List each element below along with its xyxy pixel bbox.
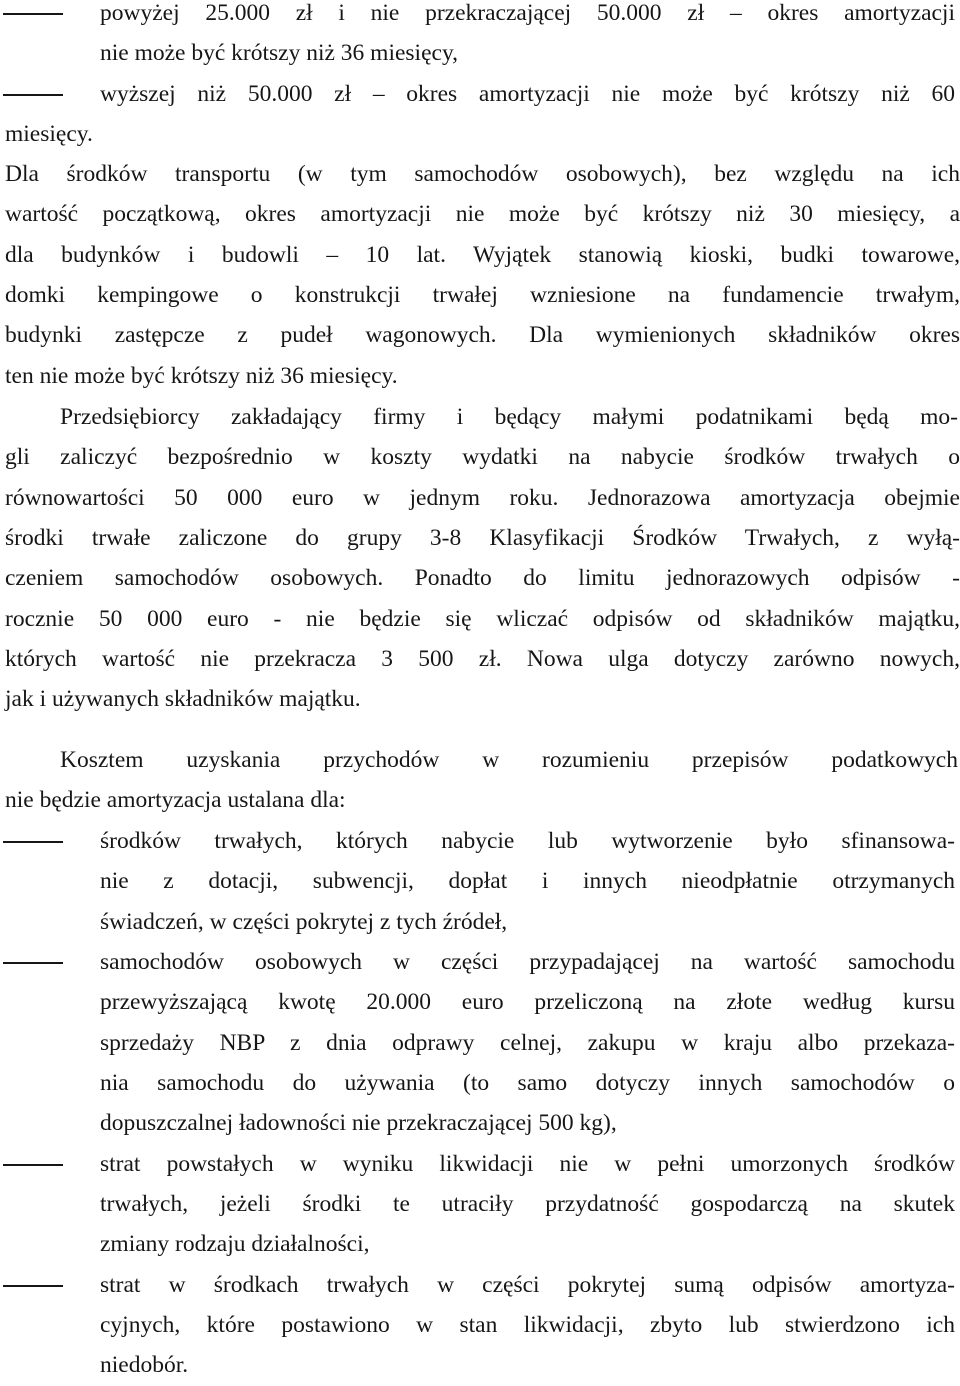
text-line: środki trwałe zaliczone do grupy 3-8 Klasyfikacji Środków Trwałych, z wyłą- xyxy=(5,525,960,552)
dash-bullet-icon xyxy=(3,1285,63,1287)
text-line: dopuszczalnej ładowności nie przekraczającej 500 kg), xyxy=(100,1110,617,1137)
dash-bullet-icon xyxy=(3,1164,63,1166)
text-line: Dla środków transportu (w tym samochodów osobowych), bez względu na ich xyxy=(5,161,960,187)
list-item xyxy=(0,1265,960,1386)
text-line: przewyższającą kwotę 20.000 euro przeliczoną na złote według kursu xyxy=(100,989,955,1016)
dash-bullet-icon xyxy=(3,841,63,843)
text-line: jak i używanych składników majątku. xyxy=(5,686,361,713)
dash-bullet-icon xyxy=(3,962,63,964)
text-line: strat powstałych w wyniku likwidacji nie w pełni umorzonych środków xyxy=(100,1150,955,1177)
dash-bullet-icon xyxy=(3,94,63,96)
text-line: samochodów osobowych w części przypadającej na wartość samochodu xyxy=(100,949,955,976)
text-line: nie z dotacji, subwencji, dopłat i innych nieodpłatnie otrzymanych xyxy=(100,868,955,895)
text-line: trwałych, jeżeli środki te utraciły przydatność gospodarczą na skutek xyxy=(100,1191,955,1218)
text-line: niedobór. xyxy=(100,1352,189,1379)
text-line: nia samochodu do używania (to samo dotyczy innych samochodów o xyxy=(100,1070,955,1097)
text-line: Przedsiębiorcy zakładający firmy i będący małymi podatnikami będą mo- xyxy=(60,404,958,430)
text-line: nie będzie amortyzacja ustalana dla: xyxy=(5,787,346,814)
text-line: czeniem samochodów osobowych. Ponadto do limitu jednorazowych odpisów - xyxy=(5,565,960,592)
text-line: strat w środkach trwałych w części pokrytej sumą odpisów amortyza- xyxy=(100,1271,955,1298)
text-line: równowartości 50 000 euro w jednym roku. Jednorazowa amortyzacja obejmie xyxy=(5,484,960,511)
text-line: rocznie 50 000 euro - nie będzie się wliczać odpisów od składników majątku, xyxy=(5,605,960,632)
top-bullet-list xyxy=(0,0,960,154)
text-line: gli zaliczyć bezpośrednio w koszty wydatki na nabycie środków trwałych o xyxy=(5,444,960,471)
text-line: powyżej 25.000 zł i nie przekraczającej 50.000 zł – okres amortyzacji xyxy=(100,0,955,26)
paragraph-transport xyxy=(0,154,960,396)
text-line: wartość początkową, okres amortyzacji nie może być krótszy niż 30 miesięcy, a xyxy=(5,201,960,228)
text-line: Kosztem uzyskania przychodów w rozumieniu przepisów podatkowych xyxy=(60,747,958,773)
paragraph-entrepreneurs xyxy=(0,397,960,720)
text-line: miesięcy. xyxy=(5,121,93,148)
list-item xyxy=(0,942,960,1144)
list-item xyxy=(0,821,960,942)
list-item xyxy=(0,74,960,155)
list-item xyxy=(0,0,960,74)
text-line: sprzedaży NBP z dnia odprawy celnej, zakupu w kraju albo przekaza- xyxy=(100,1029,955,1056)
text-line: wyższej niż 50.000 zł – okres amortyzacji nie może być krótszy niż 60 xyxy=(100,80,955,107)
bottom-bullet-list xyxy=(0,821,960,1386)
text-line: świadczeń, w części pokrytej z tych źródeł, xyxy=(100,908,508,935)
text-line: nie może być krótszy niż 36 miesięcy, xyxy=(100,40,459,67)
text-line: środków trwałych, których nabycie lub wytworzenie było sfinansowa- xyxy=(100,828,955,854)
text-line: dla budynków i budowli – 10 lat. Wyjątek stanowią kioski, budki towarowe, xyxy=(5,241,960,268)
paragraph-costs xyxy=(0,740,960,821)
text-line: ten nie może być krótszy niż 36 miesięcy. xyxy=(5,362,398,389)
text-line: zmiany rodzaju działalności, xyxy=(100,1231,370,1258)
text-line: domki kempingowe o konstrukcji trwałej wzniesione na fundamencie trwałym, xyxy=(5,282,960,309)
text-line: których wartość nie przekracza 3 500 zł. Nowa ulga dotyczy zarówno nowych, xyxy=(5,646,960,673)
dash-bullet-icon xyxy=(3,13,63,15)
list-item xyxy=(0,1144,960,1265)
text-line: cyjnych, które postawiono w stan likwidacji, zbyto lub stwierdzono ich xyxy=(100,1312,955,1339)
text-line: budynki zastępcze z pudeł wagonowych. Dla wymienionych składników okres xyxy=(5,322,960,349)
